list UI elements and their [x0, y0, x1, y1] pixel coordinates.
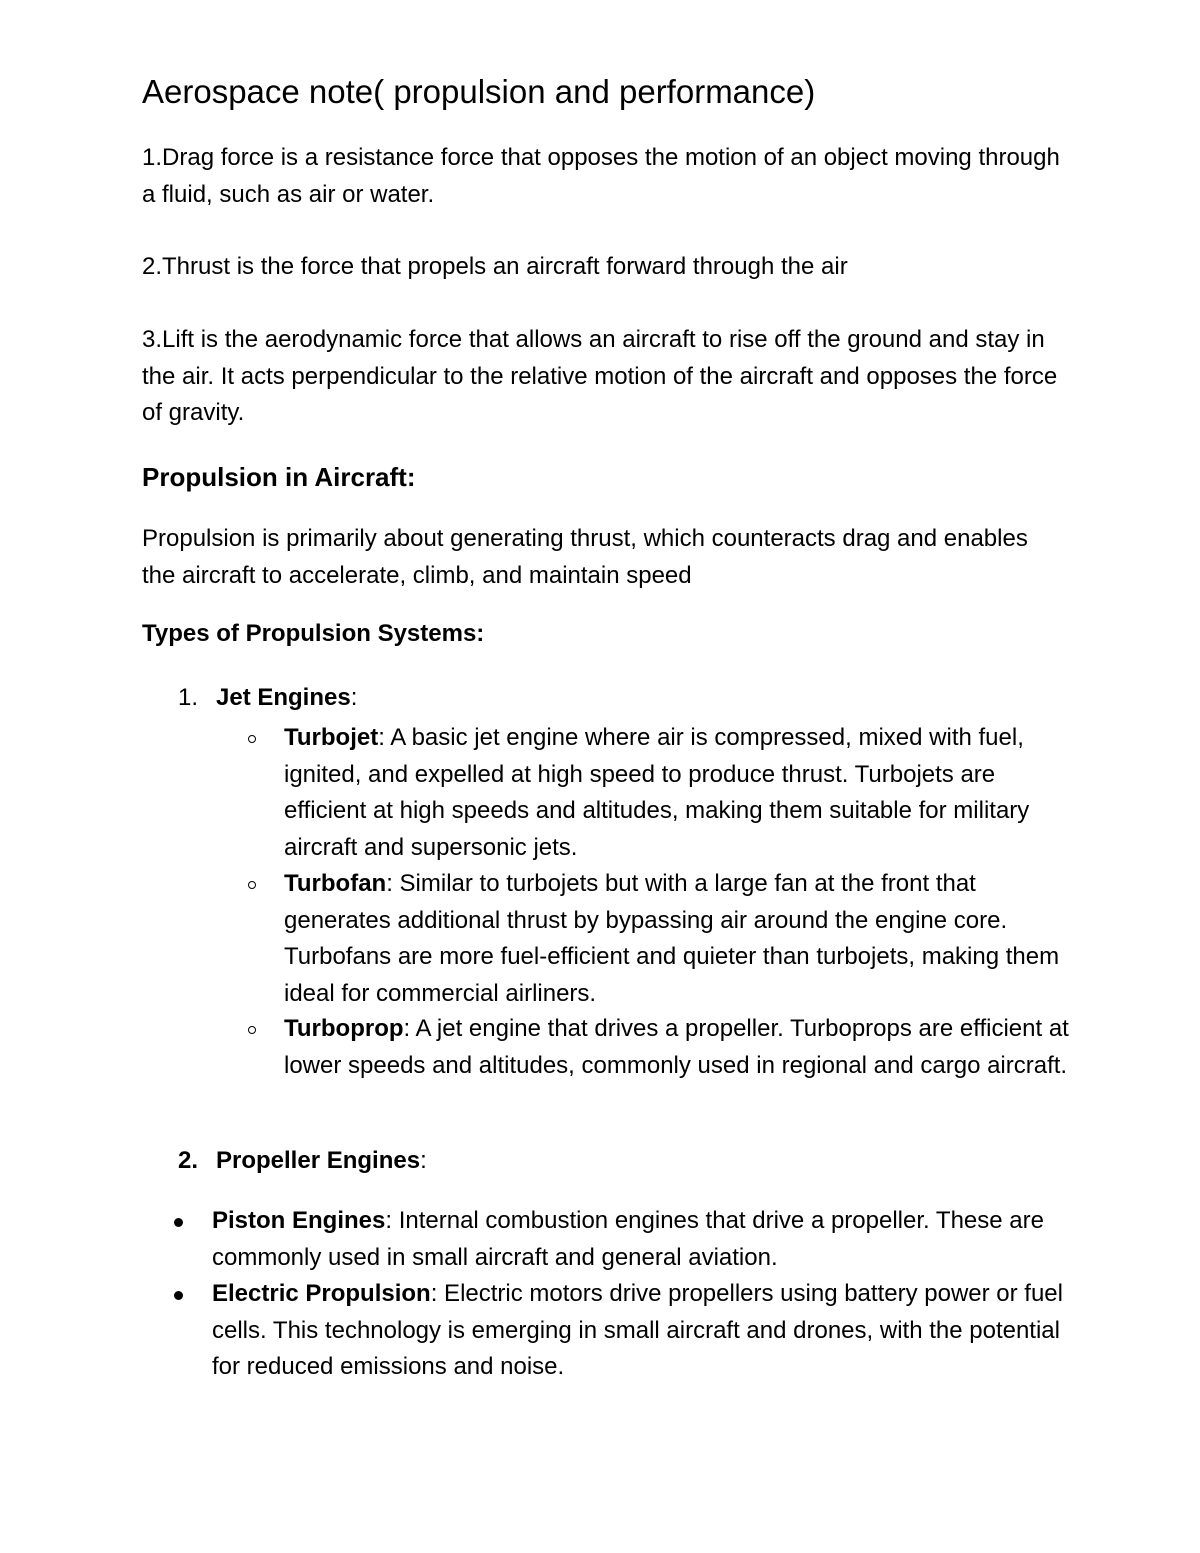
section-heading: Propulsion in Aircraft: — [142, 462, 416, 492]
bullet-item-electric — [212, 1276, 1072, 1386]
term-turboprop: Turboprop — [284, 1015, 404, 1042]
sub-item-turboprop — [284, 1011, 1074, 1084]
hollow-bullet-icon — [248, 1026, 256, 1034]
desc-turboprop: : A jet engine that drives a propeller. Turboprops are efficient at lower speeds and altitudes, commonly used in regional and cargo aircraft. — [284, 1015, 1069, 1079]
desc-turbofan: : Similar to turbojets but with a large fan at the front that generates additional thrust by bypassing air around the engine core. Turbofans are more fuel-efficient and quieter than turbojets, making them ideal for commercial airliners. — [284, 870, 1060, 1007]
definition-drag: 1.Drag force is a resistance force that opposes the motion of an object moving through a fluid, such as air or water. — [142, 144, 1060, 208]
desc-turbojet: : A basic jet engine where air is compressed, mixed with fuel, ignited, and expelled at high speed to produce thrust. Turbojets are efficient at high speeds and altitudes, making them suitable for military aircraft and supersonic jets. — [284, 724, 1030, 861]
types-heading: Types of Propulsion Systems: — [142, 620, 485, 647]
desc-electric: : Electric motors drive propellers using battery power or fuel cells. This technology is emerging in small aircraft and drones, with the potential for reduced emissions and noise. — [212, 1280, 1063, 1380]
hollow-bullet-icon — [248, 735, 256, 743]
bullet-item-piston — [212, 1203, 1072, 1276]
hollow-bullet-icon — [248, 881, 256, 889]
term-electric: Electric Propulsion — [212, 1280, 431, 1307]
list-number: 2. — [178, 1147, 199, 1174]
sub-item-turbojet — [284, 720, 1074, 866]
term-piston: Piston Engines — [212, 1207, 386, 1234]
bullet-dot-icon — [174, 1291, 183, 1300]
propeller-engines-label: Propeller Engines — [216, 1147, 421, 1174]
term-turbofan: Turbofan — [284, 870, 387, 897]
term-turbojet: Turbojet — [284, 724, 379, 751]
section-intro: Propulsion is primarily about generating thrust, which counteracts drag and enables the aircraft to accelerate, climb, and maintain speed — [142, 525, 1028, 589]
list-number: 1. — [178, 684, 199, 711]
definition-lift: 3.Lift is the aerodynamic force that allows an aircraft to rise off the ground and stay in the air. It acts perpendicular to the relative motion of the aircraft and opposes the force of gravity. — [142, 326, 1058, 426]
definition-thrust: 2.Thrust is the force that propels an aircraft forward through the air — [142, 253, 848, 280]
page-title: Aerospace note( propulsion and performance) — [142, 73, 816, 110]
sub-item-turbofan — [284, 866, 1074, 1012]
jet-engines-label: Jet Engines — [216, 684, 351, 711]
desc-piston: : Internal combustion engines that drive a propeller. These are commonly used in small aircraft and general aviation. — [212, 1207, 1044, 1271]
bullet-dot-icon — [174, 1218, 183, 1227]
